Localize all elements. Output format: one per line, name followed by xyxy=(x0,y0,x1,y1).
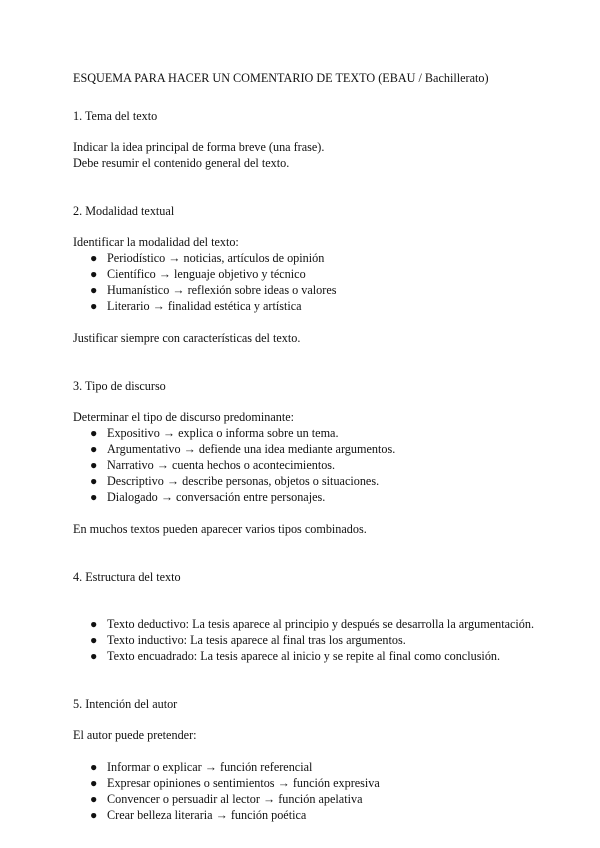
list-item: ● Narrativo → cuenta hechos o acontecimientos. xyxy=(90,458,336,472)
list-item: ● Expresar opiniones o sentimientos → función expresiva xyxy=(90,776,380,790)
list-item: ● Convencer o persuadir al lector → función apelativa xyxy=(90,792,363,806)
list-item: ● Crear belleza literaria → función poética xyxy=(90,808,307,822)
bullet-icon: ● xyxy=(90,251,98,265)
document-page xyxy=(73,70,543,823)
bullet-icon: ● xyxy=(90,458,98,472)
bullet-icon: ● xyxy=(90,299,98,313)
list-item: ● Informar o explicar → función referencial xyxy=(90,760,313,774)
section-heading-tema: 1. Tema del texto xyxy=(73,109,158,123)
tema-line-1: Indicar la idea principal de forma breve (una frase). xyxy=(73,140,325,154)
estructura-list xyxy=(73,616,543,664)
list-item: ● Descriptivo → describe personas, objetos o situaciones. xyxy=(90,474,380,488)
modalidad-intro: Identificar la modalidad del texto: xyxy=(73,235,239,249)
bullet-icon: ● xyxy=(90,649,98,663)
list-item: ● Literario → finalidad estética y artística xyxy=(90,299,302,313)
discurso-intro: Determinar el tipo de discurso predominante: xyxy=(73,410,294,424)
document-title: ESQUEMA PARA HACER UN COMENTARIO DE TEXTO (EBAU / Bachillerato) xyxy=(73,71,489,85)
intencion-intro: El autor puede pretender: xyxy=(73,728,197,742)
section-modalidad xyxy=(73,203,543,346)
bullet-icon: ● xyxy=(90,474,98,488)
list-item: ● Texto deductivo: La tesis aparece al principio y después se desarrolla la argumentación. xyxy=(90,617,535,631)
list-item: ● Texto inductivo: La tesis aparece al final tras los argumentos. xyxy=(90,633,406,647)
list-item: ● Argumentativo → defiende una idea mediante argumentos. xyxy=(90,442,396,456)
tema-line-2: Debe resumir el contenido general del texto. xyxy=(73,156,290,170)
list-item: ● Expositivo → explica o informa sobre un tema. xyxy=(90,426,339,440)
bullet-icon: ● xyxy=(90,808,98,822)
section-tema xyxy=(73,108,543,171)
section-heading-estructura: 4. Estructura del texto xyxy=(73,570,181,584)
list-item: ● Dialogado → conversación entre personajes. xyxy=(90,490,326,504)
list-item: ● Texto encuadrado: La tesis aparece al inicio y se repite al final como conclusión. xyxy=(90,649,501,663)
bullet-icon: ● xyxy=(90,760,98,774)
section-heading-intencion: 5. Intención del autor xyxy=(73,697,178,711)
intencion-list xyxy=(73,759,543,823)
bullet-icon: ● xyxy=(90,442,98,456)
bullet-icon: ● xyxy=(90,267,98,281)
bullet-icon: ● xyxy=(90,283,98,297)
list-item: ● Humanístico → reflexión sobre ideas o valores xyxy=(90,283,337,297)
discurso-list xyxy=(73,425,543,505)
section-estructura xyxy=(73,569,543,664)
section-heading-modalidad: 2. Modalidad textual xyxy=(73,204,175,218)
section-discurso xyxy=(73,378,543,537)
discurso-outro: En muchos textos pueden aparecer varios tipos combinados. xyxy=(73,522,367,536)
list-item: ● Periodístico → noticias, artículos de opinión xyxy=(90,251,325,265)
section-heading-discurso: 3. Tipo de discurso xyxy=(73,379,166,393)
bullet-icon: ● xyxy=(90,617,98,631)
modalidad-outro: Justificar siempre con características del texto. xyxy=(73,331,301,345)
bullet-icon: ● xyxy=(90,633,98,647)
list-item: ● Científico → lenguaje objetivo y técnico xyxy=(90,267,306,281)
bullet-icon: ● xyxy=(90,426,98,440)
section-intencion xyxy=(73,696,543,823)
modalidad-list xyxy=(73,250,543,314)
bullet-icon: ● xyxy=(90,490,98,504)
bullet-icon: ● xyxy=(90,776,98,790)
bullet-icon: ● xyxy=(90,792,98,806)
